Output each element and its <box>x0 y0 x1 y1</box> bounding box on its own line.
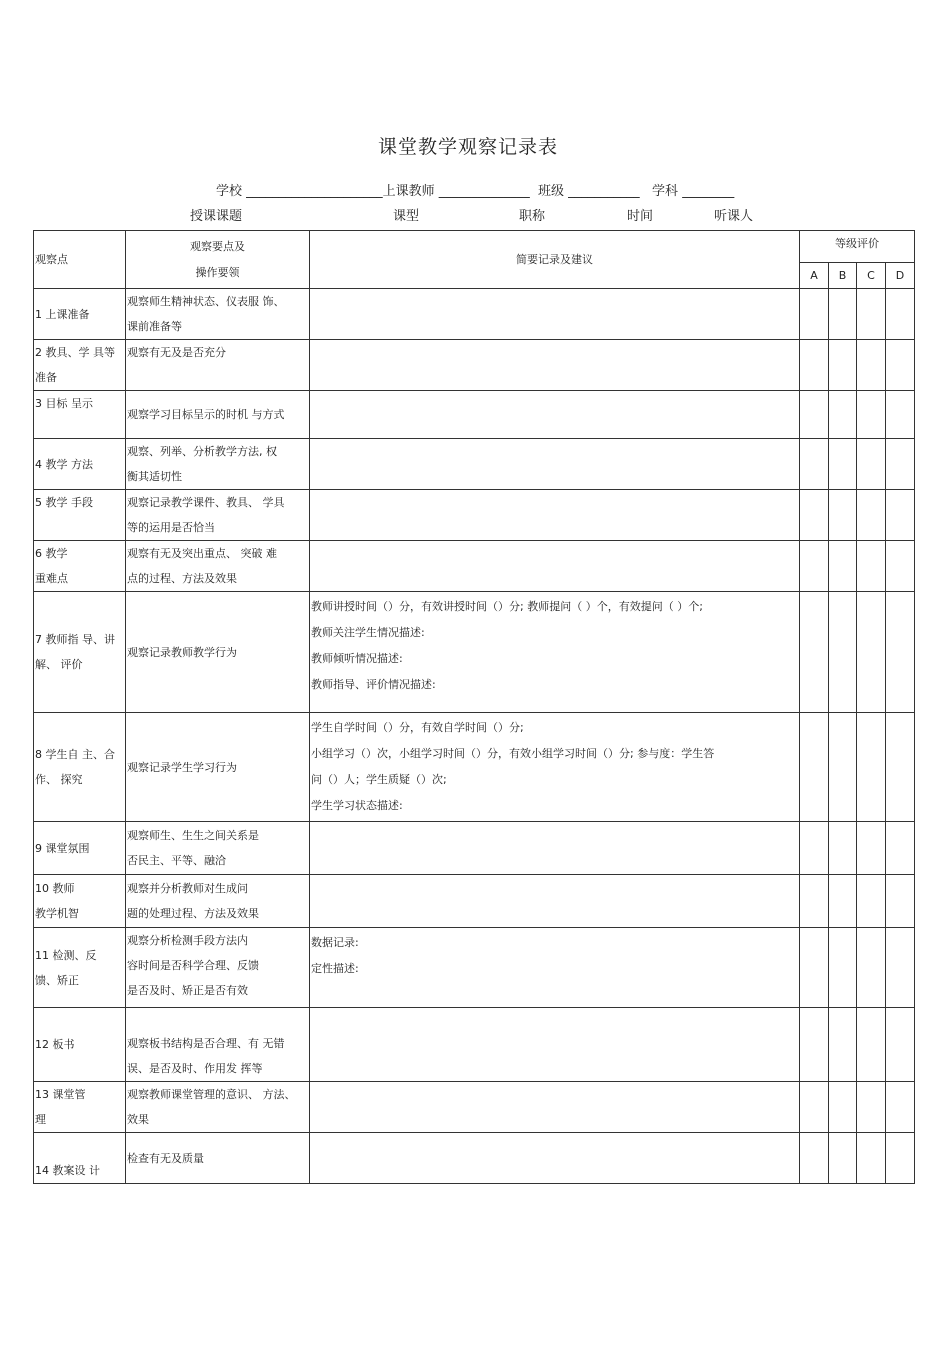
meta-topic-label: 授课课题 <box>190 209 243 224</box>
observation-point-cell-line: 13 课堂管 <box>35 1088 86 1101</box>
observation-focus-cell <box>126 822 310 875</box>
observation-point-cell-line: 教学机智 <box>35 907 79 920</box>
observation-focus-cell-line: 观察、列举、分析教学方法, 权 <box>127 445 277 458</box>
grade-cell[interactable] <box>829 1008 857 1082</box>
observation-point-cell <box>34 340 126 391</box>
grade-cell[interactable] <box>800 340 829 391</box>
observation-focus-cell <box>126 928 310 1008</box>
table-row <box>34 1082 915 1133</box>
observation-point-cell <box>34 289 126 340</box>
grade-cell[interactable] <box>886 340 915 391</box>
observation-focus-cell <box>126 875 310 928</box>
grade-cell[interactable] <box>800 1008 829 1082</box>
grade-cell[interactable] <box>800 1082 829 1133</box>
record-cell <box>310 391 800 439</box>
observation-focus-cell <box>126 439 310 490</box>
record-cell-line: 学生学习状态描述: <box>311 799 403 812</box>
table-row <box>34 439 915 490</box>
grade-cell[interactable] <box>857 1133 886 1184</box>
grade-cell[interactable] <box>829 713 857 822</box>
observation-focus-cell <box>126 490 310 541</box>
grade-cell[interactable] <box>829 391 857 439</box>
table-row <box>34 875 915 928</box>
table-row <box>34 289 915 340</box>
record-cell <box>310 289 800 340</box>
observation-focus-cell-line: 观察师生精神状态、仪表服 饰、 <box>127 295 285 308</box>
grade-cell[interactable] <box>857 822 886 875</box>
observation-focus-cell <box>126 541 310 592</box>
record-cell-line: 教师指导、评价情况描述: <box>311 678 436 691</box>
grade-cell[interactable] <box>829 822 857 875</box>
grade-b: B <box>829 263 857 289</box>
observation-focus-cell <box>126 713 310 822</box>
observation-focus-cell-line: 观察记录学生学习行为 <box>127 760 237 774</box>
grade-cell[interactable] <box>800 822 829 875</box>
observation-point-cell <box>34 875 126 928</box>
record-cell-line: 教师关注学生情况描述: <box>311 626 425 639</box>
header-focus-line-1: 观察要点及 <box>190 239 245 253</box>
observation-focus-cell-line: 衡其适切性 <box>127 470 182 483</box>
page-title: 课堂教学观察记录表 <box>377 136 558 158</box>
grade-cell[interactable] <box>857 592 886 713</box>
grade-cell[interactable] <box>857 928 886 1008</box>
table-row <box>34 1133 915 1184</box>
grade-cell[interactable] <box>800 592 829 713</box>
grade-cell[interactable] <box>829 439 857 490</box>
header-point: 观察点 <box>34 231 126 289</box>
observation-point-cell-line: 12 板书 <box>35 1038 75 1051</box>
grade-cell[interactable] <box>886 928 915 1008</box>
observation-point-cell-line: 解、 评价 <box>35 658 83 671</box>
observation-point-cell-line: 作、 探究 <box>35 773 83 786</box>
meta-listener-label: 听课人 <box>714 209 754 224</box>
grade-cell[interactable] <box>829 490 857 541</box>
table-row <box>34 822 915 875</box>
grade-cell[interactable] <box>857 391 886 439</box>
observation-point-cell-line: 理 <box>35 1113 46 1126</box>
observation-point-cell-line: 10 教师 <box>35 882 75 895</box>
grade-cell[interactable] <box>857 340 886 391</box>
observation-focus-cell-line: 误、是否及时、作用发 挥等 <box>127 1062 263 1075</box>
observation-point-cell <box>34 822 126 875</box>
grade-cell[interactable] <box>886 713 915 822</box>
observation-point-cell <box>34 490 126 541</box>
grade-cell[interactable] <box>886 592 915 713</box>
observation-point-cell <box>34 541 126 592</box>
observation-focus-cell-line: 观察记录教师教学行为 <box>127 645 237 659</box>
observation-focus-cell-line: 等的运用是否恰当 <box>127 521 215 534</box>
table-row <box>34 541 915 592</box>
record-cell-line: 教师讲授时间（）分，有效讲授时间（）分; 教师提问（ ）个，有效提问（ ）个; <box>311 600 703 613</box>
observation-point-cell-line: 11 检测、反 <box>35 948 97 962</box>
table-row <box>34 391 915 439</box>
table-row <box>34 490 915 541</box>
grade-c: C <box>857 263 886 289</box>
record-cell <box>310 713 800 822</box>
observation-point-cell-line: 3 目标 呈示 <box>35 397 93 410</box>
grade-cell[interactable] <box>800 713 829 822</box>
record-cell <box>310 541 800 592</box>
grade-cell[interactable] <box>800 289 829 340</box>
observation-focus-cell-line: 效果 <box>127 1113 149 1126</box>
grade-cell[interactable] <box>857 1008 886 1082</box>
observation-point-cell-line: 重难点 <box>35 572 68 585</box>
meta-line-school-teacher-class-subject: 学校 _____________________上课教师 ______________ 班级 ___________ 学科 ________ <box>216 184 735 199</box>
observation-focus-cell-line: 是否及时、矫正是否有效 <box>127 984 248 997</box>
header-grade: 等级评价 <box>800 231 915 263</box>
observation-point-cell-line: 1 上课准备 <box>35 307 90 321</box>
grade-cell[interactable] <box>829 1082 857 1133</box>
record-cell <box>310 1008 800 1082</box>
observation-point-cell-line: 馈、矫正 <box>35 973 79 987</box>
header-focus-line-2: 操作要领 <box>195 265 240 279</box>
grade-cell[interactable] <box>800 1133 829 1184</box>
header-record: 简要记录及建议 <box>310 231 800 289</box>
observation-point-cell <box>34 439 126 490</box>
observation-point-cell-line: 准备 <box>35 371 57 384</box>
record-cell <box>310 928 800 1008</box>
observation-point-cell <box>34 1008 126 1082</box>
grade-cell[interactable] <box>886 1133 915 1184</box>
observation-focus-cell-line: 观察有无及突出重点、 突破 难 <box>127 547 277 560</box>
observation-focus-cell-line: 观察师生、生生之间关系是 <box>127 829 259 842</box>
observation-focus-cell <box>126 391 310 439</box>
record-cell-line: 教师倾听情况描述: <box>311 652 403 665</box>
grade-d: D <box>886 263 915 289</box>
observation-point-cell-line: 5 教学 手段 <box>35 496 93 509</box>
observation-focus-cell-line: 题的处理过程、方法及效果 <box>127 907 259 920</box>
observation-focus-cell <box>126 1082 310 1133</box>
table-row <box>34 1008 915 1082</box>
grade-cell[interactable] <box>886 490 915 541</box>
record-cell-line: 定性描述: <box>311 962 359 975</box>
observation-point-cell-line: 6 教学 <box>35 547 68 560</box>
observation-point-cell <box>34 1133 126 1184</box>
observation-focus-cell-line: 否民主、平等、融洽 <box>127 854 226 867</box>
observation-focus-cell-line: 容时间是否科学合理、反馈 <box>127 959 259 972</box>
header-row <box>34 231 915 263</box>
observation-focus-cell-line: 观察并分析教师对生成问 <box>127 882 248 895</box>
record-cell <box>310 1133 800 1184</box>
grade-cell[interactable] <box>800 875 829 928</box>
record-cell <box>310 1082 800 1133</box>
grade-cell[interactable] <box>829 928 857 1008</box>
grade-cell[interactable] <box>800 391 829 439</box>
record-cell <box>310 490 800 541</box>
meta-time-label: 时间 <box>627 209 654 224</box>
observation-focus-cell-line: 点的过程、方法及效果 <box>127 572 237 585</box>
grade-cell[interactable] <box>857 713 886 822</box>
record-cell-line: 小组学习（）次，小组学习时间（）分，有效小组学习时间（）分; 参与度：学生答 <box>311 747 715 760</box>
grade-cell[interactable] <box>886 541 915 592</box>
observation-focus-cell-line: 观察教师课堂管理的意识、 方法、 <box>127 1088 296 1101</box>
meta-rank-label: 职称 <box>519 209 546 224</box>
observation-point-cell-line: 7 教师指 导、讲 <box>35 633 115 646</box>
table-row <box>34 340 915 391</box>
observation-point-cell-line: 8 学生自 主、合 <box>35 748 115 761</box>
grade-cell[interactable] <box>829 289 857 340</box>
observation-point-cell <box>34 928 126 1008</box>
observation-point-cell <box>34 1082 126 1133</box>
grade-cell[interactable] <box>857 490 886 541</box>
observation-focus-cell-line: 检查有无及质量 <box>127 1151 204 1165</box>
observation-point-cell <box>34 713 126 822</box>
observation-point-cell-line: 4 教学 方法 <box>35 457 93 471</box>
grade-cell[interactable] <box>857 289 886 340</box>
record-cell <box>310 439 800 490</box>
grade-cell[interactable] <box>800 541 829 592</box>
header-focus <box>126 231 310 289</box>
observation-focus-cell-line: 观察分析检测手段方法内 <box>127 934 248 947</box>
grade-cell[interactable] <box>886 391 915 439</box>
grade-cell[interactable] <box>800 439 829 490</box>
observation-focus-cell-line: 观察有无及是否充分 <box>127 346 226 359</box>
observation-focus-cell-line: 课前准备等 <box>127 320 182 333</box>
observation-focus-cell <box>126 1133 310 1184</box>
observation-focus-cell <box>126 592 310 713</box>
observation-focus-cell-line: 观察学习目标呈示的时机 与方式 <box>127 408 285 421</box>
grade-cell[interactable] <box>800 490 829 541</box>
grade-cell[interactable] <box>857 1082 886 1133</box>
table-row <box>34 713 915 822</box>
grade-cell[interactable] <box>886 875 915 928</box>
record-cell-line: 学生自学时间（）分，有效自学时间（）分; <box>311 721 524 734</box>
record-cell-line: 问（）人；学生质疑（）次; <box>311 773 447 786</box>
grade-cell[interactable] <box>857 875 886 928</box>
observation-point-cell-line: 2 教具、学 具等 <box>35 346 115 359</box>
record-cell <box>310 875 800 928</box>
observation-focus-cell <box>126 1008 310 1082</box>
observation-point-cell <box>34 592 126 713</box>
grade-cell[interactable] <box>886 439 915 490</box>
observation-focus-cell <box>126 289 310 340</box>
grade-a: A <box>800 263 829 289</box>
observation-point-cell <box>34 391 126 439</box>
grade-cell[interactable] <box>829 875 857 928</box>
grade-cell[interactable] <box>800 928 829 1008</box>
observation-focus-cell <box>126 340 310 391</box>
observation-focus-cell-line: 观察板书结构是否合理、有 无错 <box>127 1037 285 1050</box>
grade-cell[interactable] <box>857 541 886 592</box>
grade-cell[interactable] <box>829 592 857 713</box>
grade-cell[interactable] <box>829 541 857 592</box>
table-row <box>34 592 915 713</box>
grade-cell[interactable] <box>829 1133 857 1184</box>
meta-type-label: 课型 <box>393 209 420 224</box>
grade-cell[interactable] <box>829 340 857 391</box>
grade-cell[interactable] <box>857 439 886 490</box>
record-cell <box>310 340 800 391</box>
observation-table <box>33 230 915 1184</box>
table-row <box>34 928 915 1008</box>
record-cell <box>310 822 800 875</box>
record-cell-line: 数据记录: <box>311 936 359 949</box>
observation-focus-cell-line: 观察记录教学课件、教具、 学具 <box>127 496 285 509</box>
grade-cell[interactable] <box>886 822 915 875</box>
observation-point-cell-line: 14 教案设 计 <box>35 1164 100 1177</box>
record-cell <box>310 592 800 713</box>
grade-cell[interactable] <box>886 1008 915 1082</box>
observation-point-cell-line: 9 课堂氛围 <box>35 841 90 855</box>
grade-cell[interactable] <box>886 289 915 340</box>
grade-cell[interactable] <box>886 1082 915 1133</box>
